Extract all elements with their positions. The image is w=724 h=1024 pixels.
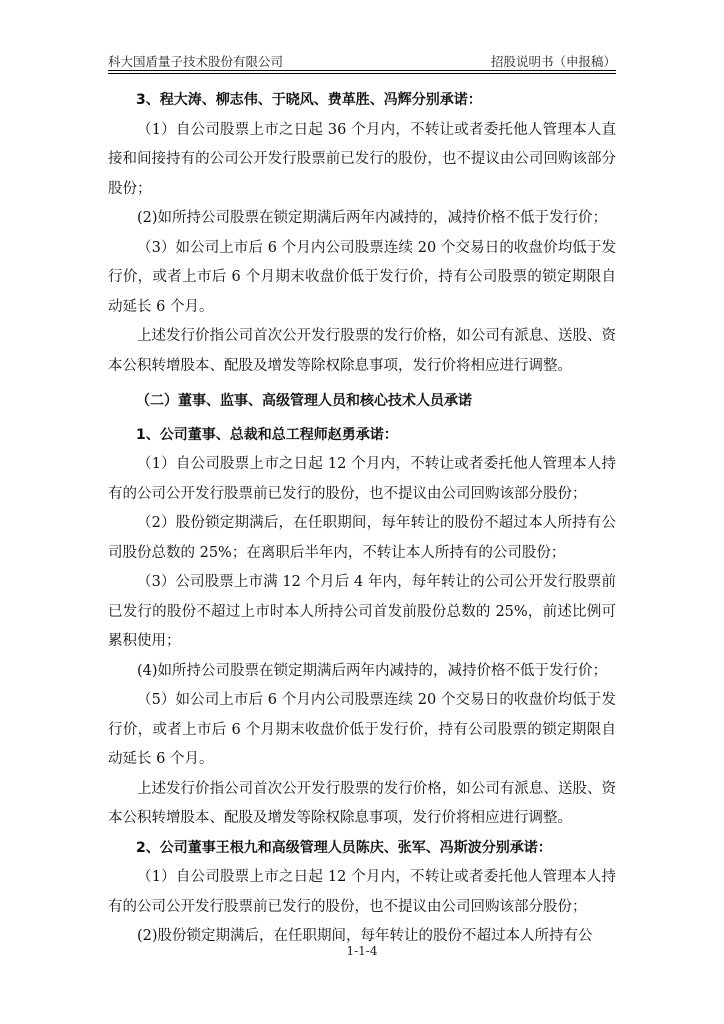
heading-commitment-1: 1、公司董事、总裁和总工程师赵勇承诺： xyxy=(136,426,398,443)
page-header xyxy=(108,50,616,72)
header-rule xyxy=(108,70,616,74)
paragraph: (2)如所持公司股票在锁定期满后两年内减持的，减持价格不低于发行价； xyxy=(137,210,608,226)
paragraph: 上述发行价指公司首次公开发行股票的发行价格，如公司有派息、送股、资本公积转增股本、配股及增发等除权除息事项，发行价将相应进行调整。 xyxy=(108,780,616,826)
document-body xyxy=(108,86,616,952)
paragraph: （3）公司股票上市满 12 个月后 4 年内，每年转让的公司公开发行股票前已发行的股份不超过上市时本人所持公司首发前股份总数的 25%，前述比例可累积使用； xyxy=(108,574,616,649)
header-company-name: 科大国盾量子技术股份有限公司 xyxy=(108,54,284,69)
paragraph: （1）自公司股票上市之日起 36 个月内，不转让或者委托他人管理本人直接和间接持有的公司公开发行股票前已发行的股份，也不提议由公司回购该部分股份； xyxy=(108,121,616,197)
header-document-title: 招股说明书（申报稿） xyxy=(490,54,616,69)
paragraph: （5）如公司上市后 6 个月内公司股票连续 20 个交易日的收盘价均低于发行价，或者上市后 6 个月期末收盘价低于发行价，持有公司股票的锁定期限自动延长 6 个月。 xyxy=(108,692,616,767)
paragraph: （1）自公司股票上市之日起 12 个月内，不转让或者委托他人管理本人持有的公司公开发行股票前已发行的股份，也不提议由公司回购该部分股份； xyxy=(108,456,616,502)
page-number: 1-1-4 xyxy=(346,944,378,958)
paragraph: (4)如所持公司股票在锁定期满后两年内减持的，减持价格不低于发行价； xyxy=(137,662,608,679)
heading-commitment-2: 2、公司董事王根九和高级管理人员陈庆、张军、冯斯波分别承诺： xyxy=(136,839,552,856)
paragraph: （3）如公司上市后 6 个月内公司股票连续 20 个交易日的收盘价均低于发行价，或者上市后 6 个月期末收盘价低于发行价，持有公司股票的锁定期限自动延长 6 个月。 xyxy=(108,239,616,315)
paragraph: （1）自公司股票上市之日起 12 个月内，不转让或者委托他人管理本人持有的公司公开发行股票前已发行的股份，也不提议由公司回购该部分股份； xyxy=(108,869,616,915)
heading-commitment-3: 3、程大涛、柳志伟、于晓风、费革胜、冯辉分别承诺： xyxy=(136,92,482,108)
paragraph: (2)股份锁定期满后，在任职期间，每年转让的股份不超过本人所持有公 xyxy=(137,928,593,944)
section-heading-directors: （二）董事、监事、高级管理人员和核心技术人员承诺 xyxy=(136,393,472,409)
paragraph: （2）股份锁定期满后，在任职期间，每年转让的股份不超过本人所持有公司股份总数的 25%；在离职后半年内，不转让本人所持有的公司股份； xyxy=(108,515,616,561)
paragraph: 上述发行价指公司首次公开发行股票的发行价格，如公司有派息、送股、资本公积转增股本、配股及增发等除权除息事项，发行价将相应进行调整。 xyxy=(108,328,616,374)
